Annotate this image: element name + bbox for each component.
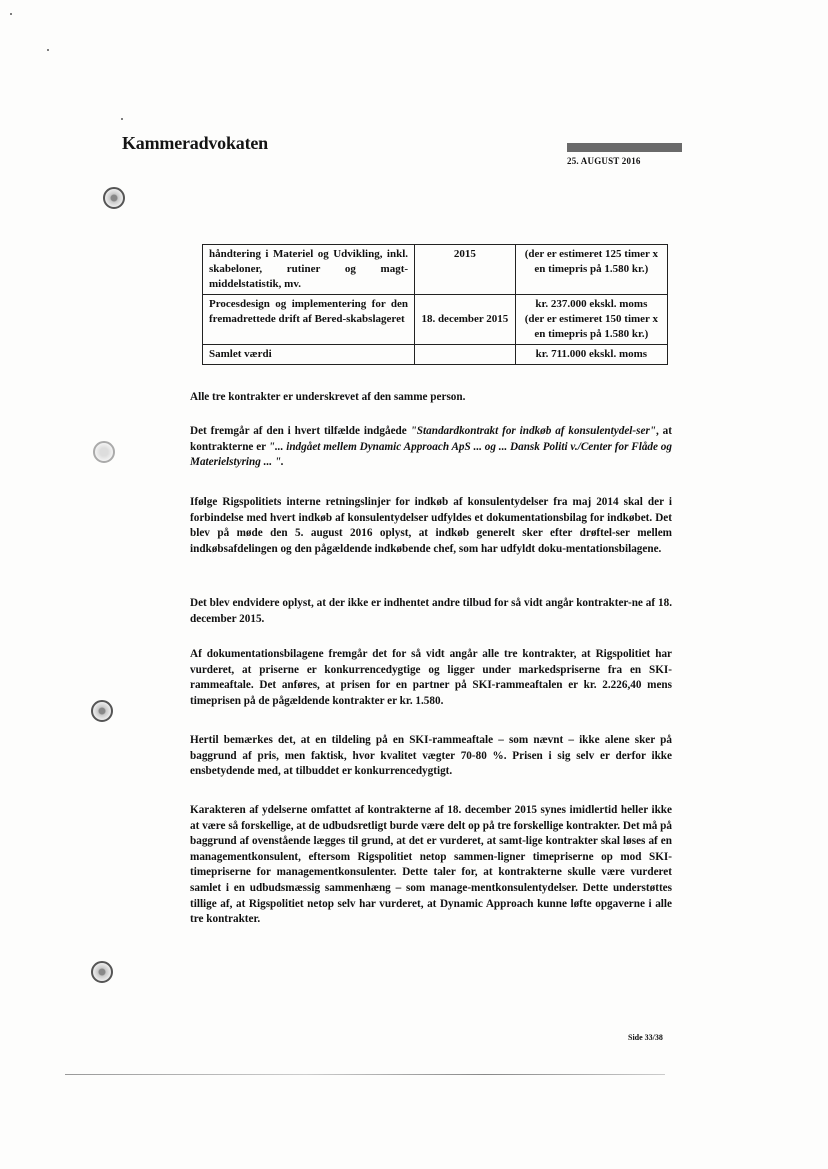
paragraph-quote: "Standardkontrakt for indkøb af konsulentydel-ser" bbox=[410, 425, 657, 437]
table-cell-total-label: Samlet værdi bbox=[203, 345, 415, 365]
table-cell-value bbox=[515, 245, 667, 295]
scan-speck bbox=[10, 13, 12, 15]
page-number: Side 33/38 bbox=[628, 1033, 663, 1042]
table-row-total bbox=[203, 345, 668, 365]
paragraph-signature: Alle tre kontrakter er underskrevet af den samme person. bbox=[190, 391, 466, 403]
table-cell-value-line2: (der er estimeret 150 timer x en timepris på 1.580 kr.) bbox=[524, 313, 658, 340]
table-cell-date bbox=[415, 295, 516, 345]
paragraph-conclusion: Karakteren af ydelserne omfattet af kontrakterne af 18. december 2015 synes imidlertid heller ikke at være så forskellige, at de udbudsretligt burde være delt op på tre forskellige kontrakter. Det må på baggrund af ovenstående lægges til grund, at det er vurderet, at samt-lige kontrakter skal løses af en managementkonsulent, eftersom Rigspolitiet netop sammen-ligner timepriserne op mod SKI-timepriserne for managementkonsulenter. Dette taler for, at kontrakterne skulle være vurderet samlet i en udbudsmæssig sammenhæng – som manage-mentkonsulentydelser. Dette understøttes tillige af, at Rigspolitiet netop selv har vurderet, at Dynamic Approach kunne løfte opgaverne i alle tre kontrakter. bbox=[190, 804, 672, 926]
paragraph-text: Det fremgår af den i hvert tilfælde indgåede bbox=[190, 425, 411, 437]
punch-hole-icon bbox=[91, 700, 113, 722]
table-cell-value bbox=[515, 295, 667, 345]
paragraph-guidelines: Ifølge Rigspolitiets interne retningslinjer for indkøb af konsulentydelser fra maj 2014 skal der i forbindelse med hvert indkøb af konsulentydelser udfyldes et dokumentationsbilag for indkøbet. Det blev på møde den 5. august 2016 oplyst, at indkøb generelt sker efter drøftel-ser mellem indkøbsafdelingen og den pågældende indkøbende chef, som har udfyldt doku-mentationsbilagene. bbox=[190, 496, 672, 555]
punch-hole-icon bbox=[93, 441, 115, 463]
table-row bbox=[203, 245, 668, 295]
table-cell-date bbox=[415, 345, 516, 365]
scan-edge-line bbox=[65, 1074, 665, 1075]
punch-hole-icon bbox=[91, 961, 113, 983]
table-cell-date-text: 2015 bbox=[453, 248, 476, 260]
contract-table bbox=[202, 244, 668, 365]
table-cell-date bbox=[415, 245, 516, 295]
redaction-bar bbox=[567, 143, 682, 152]
table-cell-total-value bbox=[515, 345, 667, 365]
table-cell-value-line1: kr. 237.000 ekskl. moms bbox=[535, 298, 648, 310]
paragraph-ski-quality: Hertil bemærkes det, at en tildeling på en SKI-rammeaftale – som nævnt – ikke alene sker på baggrund af pris, men faktisk, hvor kvalitet vægter 70-80 %. Prisen i sig selv er derfor ikke ensbetydende med, at tilbuddet er konkurrencedygtigt. bbox=[190, 734, 672, 778]
document-date: 25. AUGUST 2016 bbox=[567, 156, 641, 166]
paragraph-text: , at kontrakterne er bbox=[190, 425, 672, 453]
scan-speck bbox=[121, 118, 123, 120]
paragraph-standard-contract bbox=[190, 424, 672, 471]
kammeradvokaten-logo: Kammeradvokaten bbox=[122, 133, 268, 153]
table-cell-total-value-text: kr. 711.000 ekskl. moms bbox=[535, 348, 648, 360]
paragraph-no-offers: Det blev endvidere oplyst, at der ikke er indhentet andre tilbud for så vidt angår kontrakter-ne af 18. december 2015. bbox=[190, 597, 672, 625]
table-row bbox=[203, 295, 668, 345]
paragraph-quote: "... indgået mellem Dynamic Approach ApS ... og ... Dansk Politi v./Center for Flåde og Materielstyring ... ". bbox=[190, 440, 672, 469]
punch-hole-icon bbox=[103, 187, 125, 209]
table-cell-date-text: 18. december 2015 bbox=[421, 313, 509, 325]
table-cell-description: håndtering i Materiel og Udvikling, inkl. skabeloner, rutiner og magt-middelstatistik, mv. bbox=[203, 245, 415, 295]
paragraph-pricing: Af dokumentationsbilagene fremgår det for så vidt angår alle tre kontrakter, at Rigspolitiet har vurderet, at priserne er konkurrencedygtige og ligger under markedspriserne fra en SKI-rammeaftale. Det anføres, at prisen for en partner på SKI-rammeaftalen er kr. 2.226,40 mens timeprisen på de pågældende kontrakter er kr. 1.580. bbox=[190, 648, 672, 707]
scan-speck bbox=[47, 49, 49, 51]
table-cell-description: Procesdesign og implementering for den fremadrettede drift af Bered-skabslageret bbox=[203, 295, 415, 345]
table-cell-value-text: (der er estimeret 125 timer x en timepris på 1.580 kr.) bbox=[524, 248, 658, 275]
